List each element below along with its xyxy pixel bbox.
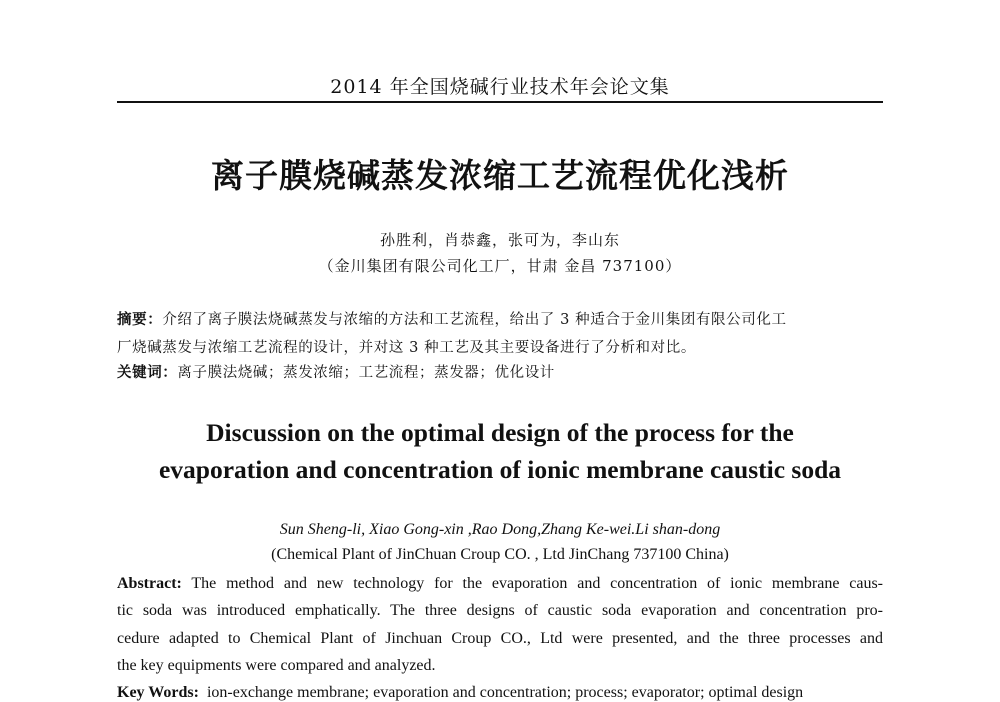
affiliation-chinese: （金川集团有限公司化工厂，甘肃 金昌 737100） (318, 257, 682, 275)
title-chinese: 离子膜烧碱蒸发浓缩工艺流程优化浅析 (211, 156, 789, 195)
keywords-chinese-label: 关键词： (117, 365, 178, 381)
abstract-english-line-3: cedure adapted to Chemical Plant of Jinchuan Croup CO., Ltd were presented, and the three processes and (117, 630, 883, 647)
abstract-chinese-line-1 (117, 308, 887, 329)
abstract-english-line-1 (117, 575, 883, 593)
affiliation-english: (Chemical Plant of JinChuan Croup CO. , Ltd JinChang 737100 China) (271, 546, 729, 563)
keywords-chinese (117, 361, 887, 382)
authors-chinese: 孙胜利，肖恭鑫，张可为，李山东 (379, 231, 620, 249)
keywords-english-text: ion-exchange membrane; evaporation and concentration; process; evaporator; optimal design (206, 684, 804, 701)
keywords-english-label: Key Words: (117, 684, 199, 701)
abstract-english-text-1: The method and new technology for the evaporation and concentration of ionic membrane caus- (191, 575, 883, 592)
authors-english: Sun Sheng-li, Xiao Gong-xin ,Rao Dong,Zhang Ke-wei.Li shan-dong (279, 521, 721, 538)
abstract-chinese-text-1: 介绍了离子膜法烧碱蒸发与浓缩的方法和工艺流程，给出了 3 种适合于金川集团有限公司化工 (162, 312, 787, 328)
header-rule (117, 101, 883, 103)
abstract-english-label: Abstract: (117, 575, 182, 592)
running-header: 2014 年全国烧碱行业技术年会论文集 (330, 76, 670, 98)
keywords-english (117, 684, 883, 702)
keywords-chinese-text: 离子膜法烧碱；蒸发浓缩；工艺流程；蒸发器；优化设计 (177, 365, 555, 381)
abstract-english-line-4: the key equipments were compared and analyzed. (117, 657, 436, 674)
abstract-chinese-line-2: 厂烧碱蒸发与浓缩工艺流程的设计，并对这 3 种工艺及其主要设备进行了分析和对比。 (117, 340, 696, 356)
abstract-chinese-label: 摘要： (117, 312, 163, 328)
title-english-line-1: Discussion on the optimal design of the process for the (206, 418, 794, 447)
title-english-line-2: evaporation and concentration of ionic membrane caustic soda (158, 455, 842, 484)
abstract-english-line-2: tic soda was introduced emphatically. The three designs of caustic soda evaporation and concentration pro- (117, 602, 883, 619)
